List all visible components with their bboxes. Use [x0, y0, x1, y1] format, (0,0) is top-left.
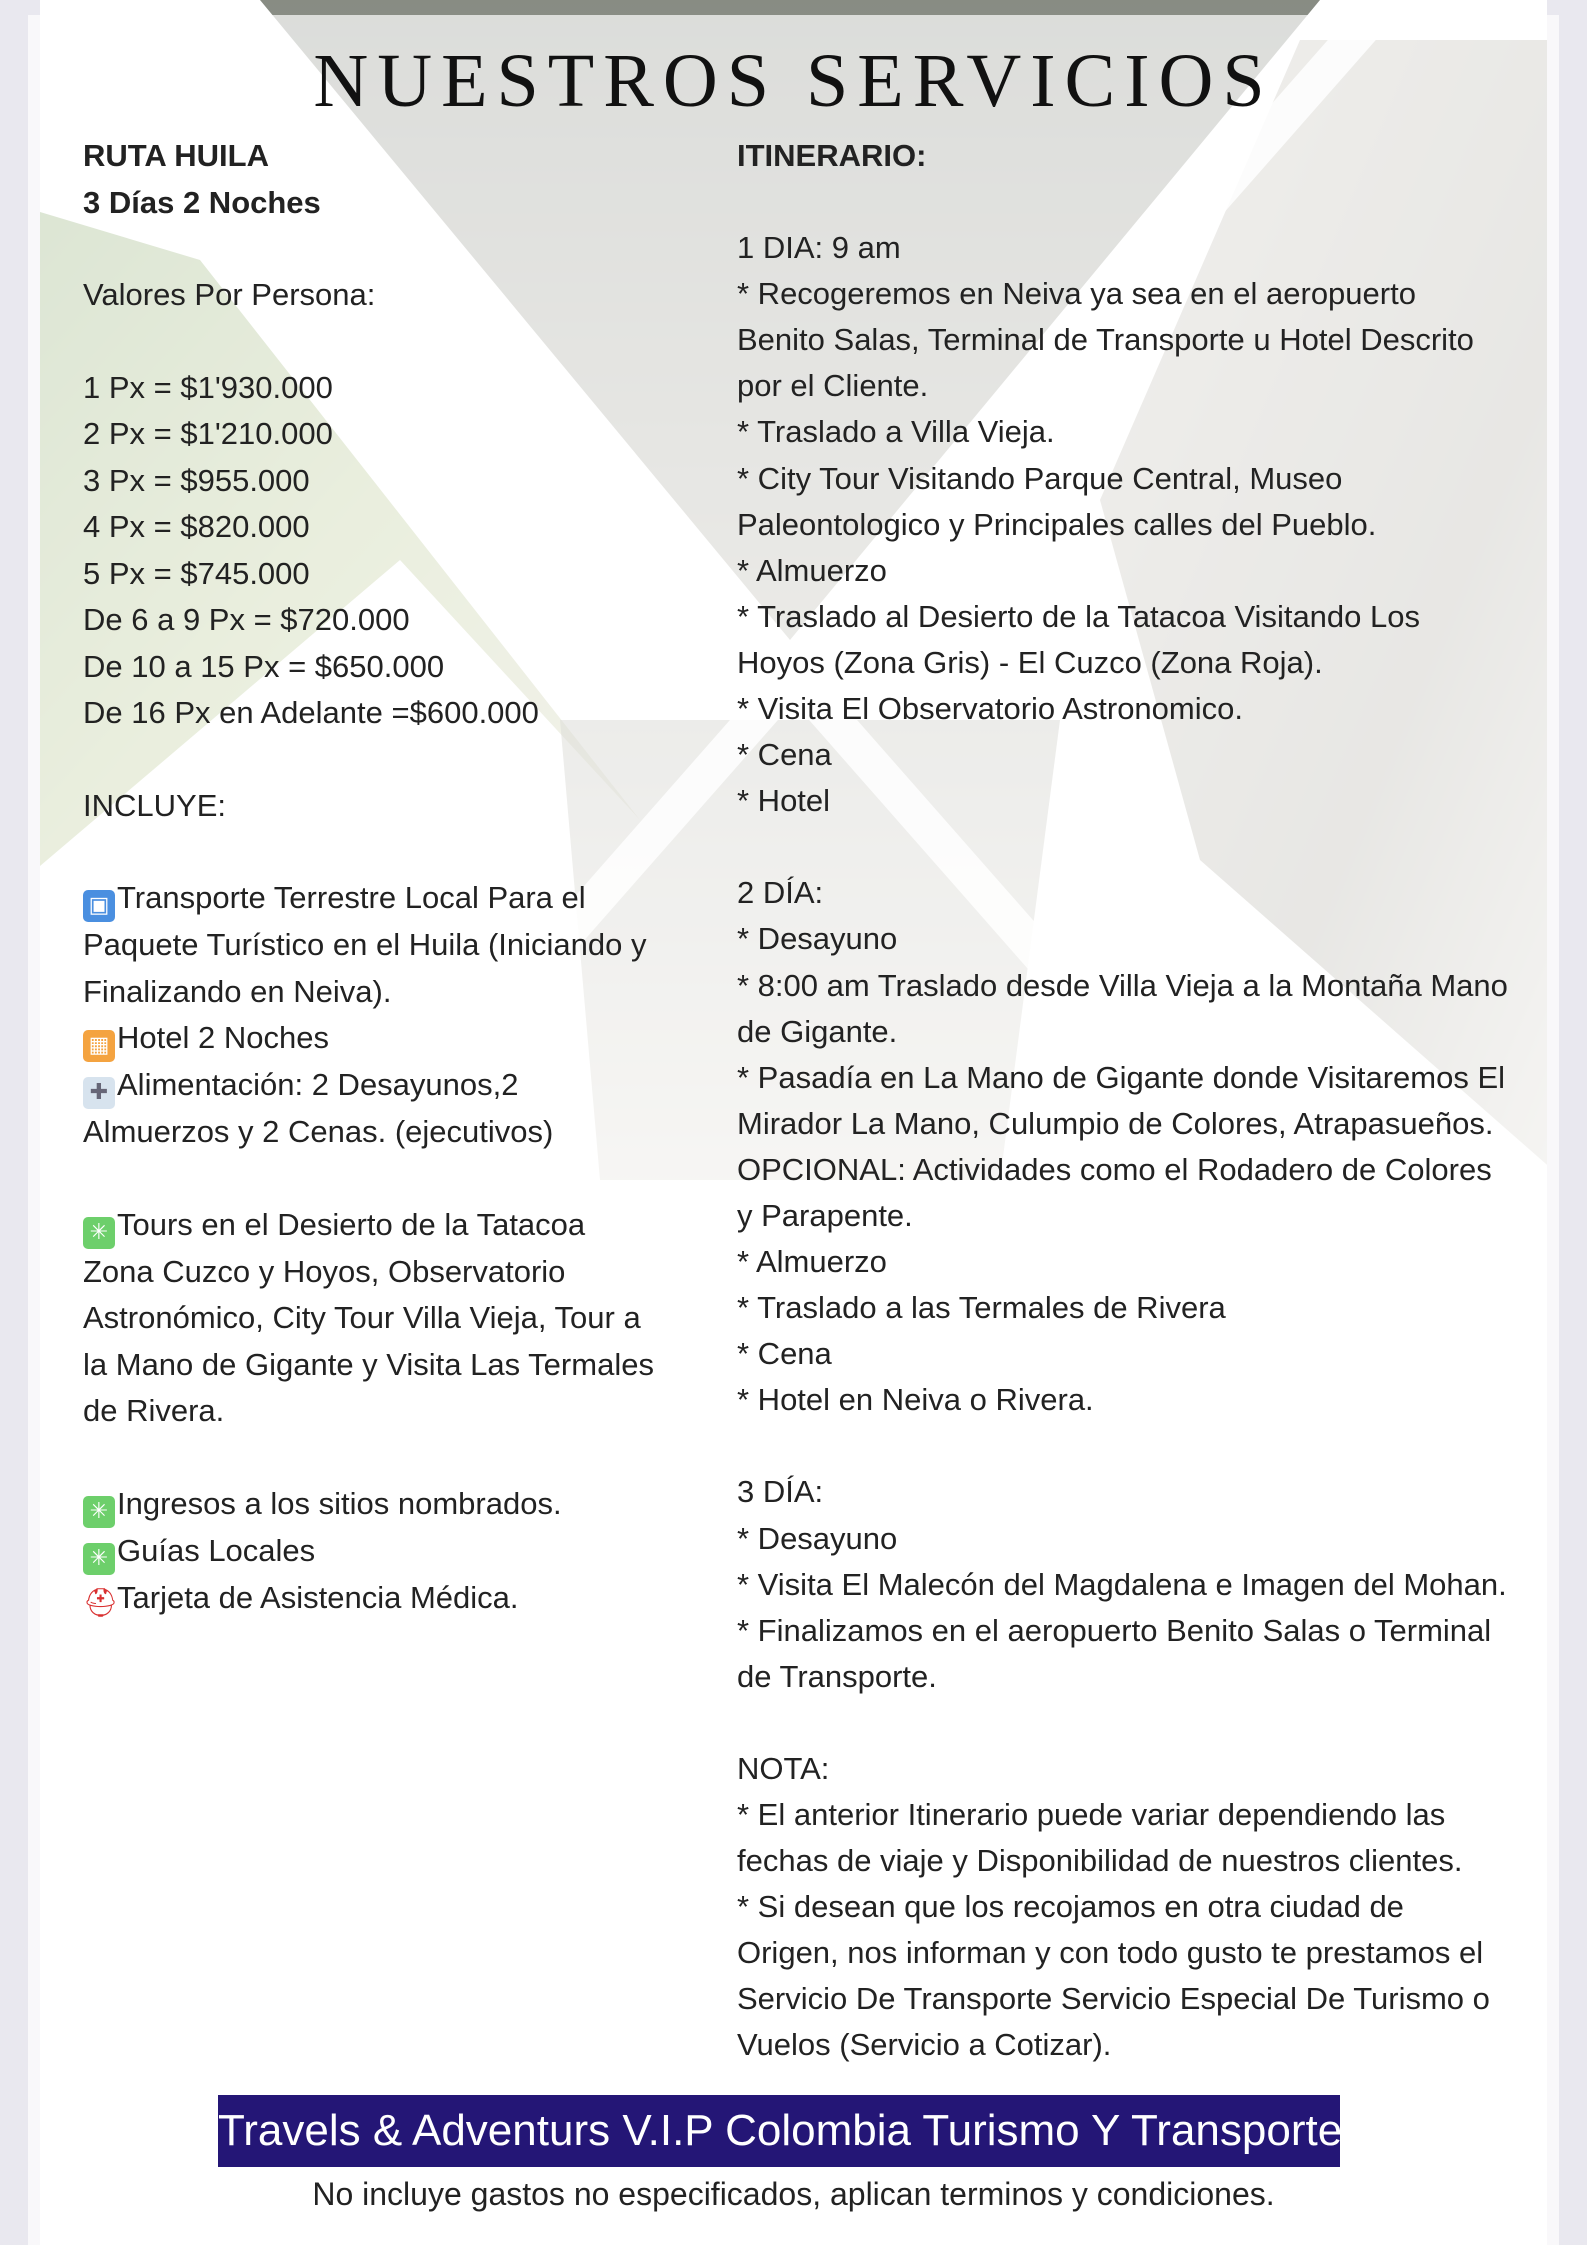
- includes-label: INCLUYE:: [83, 787, 226, 823]
- include-item-cont: Zona Cuzco y Hoyos, Observatorio: [83, 1253, 566, 1289]
- include-item-cont: la Mano de Gigante y Visita Las Termales: [83, 1346, 654, 1382]
- bus-icon: ▣: [83, 890, 115, 922]
- itinerary-line: * Almuerzo: [737, 552, 887, 588]
- include-item: ✳ Ingresos a los sitios nombrados.: [83, 1481, 683, 1528]
- footer-disclaimer: No incluye gastos no especificados, aplican terminos y condiciones.: [312, 2176, 1275, 2212]
- price-item: 1 Px = $1'930.000: [83, 369, 333, 405]
- prices-label: Valores Por Persona:: [83, 277, 376, 312]
- itinerary-line: * Finalizamos en el aeropuerto Benito Salas o Terminal: [737, 1612, 1492, 1648]
- itinerary-line: 2 DÍA:: [737, 875, 824, 911]
- itinerary-line: * 8:00 am Traslado desde Villa Vieja a la Montaña Mano: [737, 967, 1508, 1003]
- sparkle-icon: ✳: [83, 1217, 115, 1249]
- route-duration: 3 Días 2 Noches: [83, 184, 321, 220]
- include-item-cont: Finalizando en Neiva).: [83, 973, 392, 1009]
- itinerary-line: * Visita El Malecón del Magdalena e Imagen del Mohan.: [737, 1566, 1507, 1602]
- include-item-cont: Paquete Turístico en el Huila (Iniciando y: [83, 927, 647, 962]
- itinerary-line: Origen, nos informan y con todo gusto te prestamos el: [737, 1935, 1484, 1971]
- rescue-helmet-icon: ⛑: [83, 1585, 119, 1619]
- day3-section: [737, 1469, 1527, 1699]
- day2-section: [737, 870, 1527, 1423]
- itinerary-line: * Hotel en Neiva o Rivera.: [737, 1382, 1094, 1418]
- itinerary-line: OPCIONAL: Actividades como el Rodadero de Colores: [737, 1151, 1492, 1187]
- itinerary-line: * Almuerzo: [737, 1244, 887, 1280]
- itinerary-line: * Pasadía en La Mano de Gigante donde Visitaremos El: [737, 1059, 1506, 1095]
- price-item: 5 Px = $745.000: [83, 555, 310, 591]
- price-item: 2 Px = $1'210.000: [83, 416, 333, 451]
- route-name: RUTA HUILA: [83, 138, 269, 173]
- itinerary-line: * Desayuno: [737, 1520, 898, 1556]
- left-column: [83, 133, 683, 1621]
- itinerary-line: * Traslado a las Termales de Rivera: [737, 1290, 1226, 1326]
- note-section: [737, 1746, 1527, 2069]
- itinerary-line: * Hotel: [737, 783, 831, 819]
- price-item: 3 Px = $955.000: [83, 462, 310, 498]
- price-item: 4 Px = $820.000: [83, 509, 310, 544]
- itinerary-line: Benito Salas, Terminal de Transporte u Hotel Descrito: [737, 322, 1474, 358]
- itinerary-line: 3 DÍA:: [737, 1474, 824, 1510]
- itinerary-line: de Transporte.: [737, 1658, 937, 1694]
- sparkle-icon: ✳: [83, 1496, 115, 1528]
- sparkle-icon: ✳: [83, 1543, 115, 1575]
- itinerary-line: 1 DIA: 9 am: [737, 230, 901, 266]
- itinerary-line: * El anterior Itinerario puede variar dependiendo las: [737, 1797, 1446, 1832]
- itinerary-line: * Cena: [737, 1336, 832, 1372]
- itinerary-line: * Desayuno: [737, 921, 898, 957]
- itinerary-line: * City Tour Visitando Parque Central, Museo: [737, 460, 1343, 496]
- price-item: De 16 Px en Adelante =$600.000: [83, 695, 539, 730]
- itinerary-line: * Cena: [737, 737, 832, 773]
- itinerary-line: Hoyos (Zona Gris) - El Cuzco (Zona Roja).: [737, 644, 1323, 680]
- itinerary-line: NOTA:: [737, 1750, 830, 1786]
- include-item-cont: Astronómico, City Tour Villa Vieja, Tour a: [83, 1300, 641, 1335]
- include-item: ▦ Hotel 2 Noches: [83, 1015, 683, 1062]
- include-item: ✳ Tours en el Desierto de la Tatacoa: [83, 1202, 683, 1249]
- fork-knife-icon: ✚: [83, 1077, 115, 1109]
- itinerary-line: * Visita El Observatorio Astronomico.: [737, 691, 1243, 727]
- itinerary-line: * Recogeremos en Neiva ya sea en el aeropuerto: [737, 276, 1416, 312]
- itinerary-line: fechas de viaje y Disponibilidad de nuestros clientes.: [737, 1843, 1463, 1879]
- itinerary-line: de Gigante.: [737, 1013, 898, 1049]
- itinerary-line: Vuelos (Servicio a Cotizar).: [737, 2027, 1112, 2063]
- right-column: [737, 133, 1527, 2069]
- itinerary-line: y Parapente.: [737, 1197, 913, 1233]
- hotel-icon: ▦: [83, 1030, 115, 1062]
- itinerary-line: Paleontologico y Principales calles del Pueblo.: [737, 506, 1377, 542]
- page-title: NUESTROS SERVICIOS: [313, 39, 1274, 123]
- include-item: ✚ Alimentación: 2 Desayunos,2: [83, 1062, 683, 1109]
- price-item: De 10 a 15 Px = $650.000: [83, 648, 445, 684]
- include-item: ✳ Guías Locales: [83, 1528, 683, 1575]
- itinerary-line: por el Cliente.: [737, 368, 929, 404]
- itinerary-line: * Traslado al Desierto de la Tatacoa Visitando Los: [737, 598, 1420, 634]
- include-item-cont: de Rivera.: [83, 1393, 225, 1428]
- itinerary-line: * Si desean que los recojamos en otra ciudad de: [737, 1889, 1404, 1925]
- itinerary-line: Servicio De Transporte Servicio Especial De Turismo o: [737, 1981, 1490, 2017]
- company-banner: Travels & Adventurs V.I.P Colombia Turismo Y Transporte: [218, 2095, 1340, 2167]
- include-item: ▣ Transporte Terrestre Local Para el: [83, 875, 683, 922]
- day1-section: [737, 225, 1527, 824]
- include-item-cont: Almuerzos y 2 Cenas. (ejecutivos): [83, 1114, 554, 1149]
- include-item: ⛑Tarjeta de Asistencia Médica.: [83, 1579, 519, 1619]
- itinerary-line: Mirador La Mano, Culumpio de Colores, Atrapasueños.: [737, 1105, 1494, 1141]
- itinerary-label: ITINERARIO:: [737, 138, 927, 173]
- itinerary-line: * Traslado a Villa Vieja.: [737, 414, 1055, 450]
- price-item: De 6 a 9 Px = $720.000: [83, 602, 410, 637]
